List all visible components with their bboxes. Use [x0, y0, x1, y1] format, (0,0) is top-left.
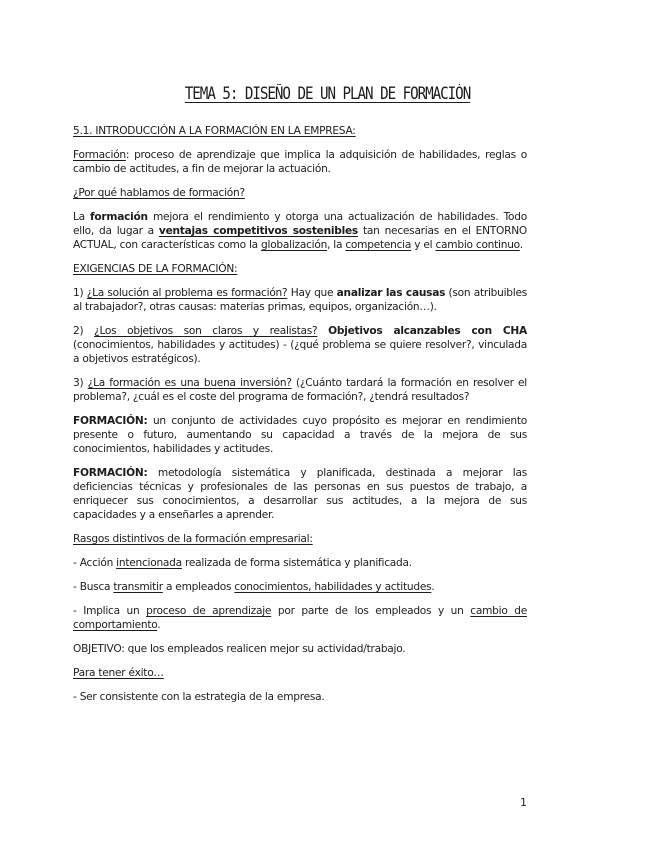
- exigencia-number: 3): [73, 377, 88, 389]
- exigencia-item: [73, 324, 527, 366]
- exito-item-text: - Ser consistente con la estrategia de la empresa.: [73, 691, 325, 703]
- exigencia-text: (son atribuibles al trabajador?, otras causas: materias primas, equipos, organización…).: [73, 287, 527, 313]
- definition-text: un conjunto de actividades cuyo propósito es mejorar en rendimiento presente o futuro, aumentando su capacidad a través de la mejora de sus conocimientos, habilidades y actitudes.: [73, 415, 527, 455]
- exigencia-number: 1): [73, 287, 87, 299]
- rasgo-item: [73, 604, 527, 632]
- exigencia-item: [73, 286, 527, 314]
- rasgo-underlined: intencionada: [116, 557, 182, 569]
- document-body: [73, 124, 527, 714]
- rasgo-text: .: [157, 619, 161, 631]
- rasgo-text: a empleados: [162, 581, 235, 593]
- exigencia-question: ¿Los objetivos son claros y realistas?: [94, 325, 318, 337]
- rasgos-heading-text: Rasgos distintivos de la formación empresarial:: [73, 533, 313, 545]
- rasgo-text: .: [431, 581, 435, 593]
- rasgo-text: por parte de los empleados y un: [271, 605, 471, 617]
- rasgo-underlined: proceso de aprendizaje: [146, 605, 272, 617]
- intro-ventajas: ventajas competitivos sostenibles: [158, 225, 358, 237]
- exigencias-heading-text: EXIGENCIAS DE LA FORMACIÓN:: [73, 263, 238, 275]
- intro-text: mejora el rendimiento y otorga una actualización de habilidades. Todo ello, da lugar a: [73, 211, 527, 237]
- formacion-term: Formación: [73, 149, 126, 161]
- objetivo-text: OBJETIVO: que los empleados realicen mejor su actividad/trabajo.: [73, 643, 406, 655]
- definition-text: metodología sistemática y planificada, destinada a mejorar las deficiencias técnicas y profesionales de las personas en sus puestos de trabajo, a enriquecer sus conocimientos, a desarrollar sus actitudes, a la mejora de sus capacidades y a enseñarles a aprender.: [73, 467, 527, 521]
- exigencia-number: 2): [73, 325, 95, 337]
- intro-globalizacion: globalización: [261, 239, 328, 251]
- formacion-definition: [73, 148, 527, 176]
- formacion-definition-1: [73, 414, 527, 456]
- exigencia-text: Hay que: [287, 287, 337, 299]
- formacion-definition-2: [73, 466, 527, 522]
- rasgo-text: - Implica un: [73, 605, 147, 617]
- section-heading: [73, 124, 527, 138]
- por-que-heading: [73, 186, 527, 200]
- definition-label: FORMACIÓN:: [73, 467, 148, 479]
- exito-item: [73, 690, 527, 704]
- intro-text: .: [519, 239, 523, 251]
- exigencia-question: ¿La formación es una buena inversión?: [87, 377, 292, 389]
- intro-entorno: ENTORNO ACTUAL: [73, 225, 527, 251]
- rasgo-text: realizada de forma sistemática y planificada.: [181, 557, 412, 569]
- exigencia-bold: Objetivos alcanzables con CHA: [328, 325, 527, 337]
- intro-cambio: cambio continuo: [435, 239, 520, 251]
- page-number: 1: [520, 796, 527, 809]
- exigencia-text: [317, 325, 328, 337]
- por-que-heading-text: ¿Por qué hablamos de formación?: [73, 187, 245, 199]
- formacion-definition-text: : proceso de aprendizaje que implica la adquisición de habilidades, reglas o cambio de actitudes, a fin de mejorar la actuación.: [73, 149, 527, 175]
- intro-paragraph: [73, 210, 527, 252]
- exigencia-text: (conocimientos, habilidades y actitudes) - (¿qué problema se quiere resolver?, vinculada a objetivos estratégicos).: [73, 339, 527, 365]
- intro-competencia: competencia: [345, 239, 412, 251]
- exito-heading: [73, 666, 527, 680]
- definition-label: FORMACIÓN:: [73, 415, 148, 427]
- rasgo-text: - Busca: [73, 581, 114, 593]
- intro-text: , la: [327, 239, 346, 251]
- page-title: TEMA 5: DISEÑO DE UN PLAN DE FORMACIÓN: [184, 84, 471, 103]
- rasgo-underlined: transmitir: [113, 581, 163, 593]
- rasgo-text: - Acción: [73, 557, 117, 569]
- intro-text: y el: [411, 239, 436, 251]
- exigencia-question: ¿La solución al problema es formación?: [86, 287, 288, 299]
- rasgo-underlined: conocimientos, habilidades y actitudes: [234, 581, 432, 593]
- rasgo-item: [73, 580, 527, 594]
- intro-formacion-bold: formación: [90, 211, 148, 223]
- section-heading-text: 5.1. INTRODUCCIÓN A LA FORMACIÓN EN LA EMPRESA:: [73, 125, 356, 137]
- exito-heading-text: Para tener éxito…: [73, 667, 164, 679]
- intro-text: tan necesarias en el: [358, 225, 476, 237]
- exigencia-text: (¿Cuánto tardará la formación en resolver el problema?, ¿cuál es el coste del programa de formación?, ¿tendrá resultados?: [73, 377, 527, 403]
- exigencias-heading: [73, 262, 527, 276]
- rasgo-underlined: cambio de comportamiento: [73, 605, 527, 631]
- exigencia-bold: analizar las causas: [336, 287, 446, 299]
- intro-text: , con características como la: [113, 239, 262, 251]
- exigencia-item: [73, 376, 527, 404]
- objetivo: [73, 642, 527, 656]
- rasgos-heading: [73, 532, 527, 546]
- intro-text: La: [73, 211, 91, 223]
- rasgo-item: [73, 556, 527, 570]
